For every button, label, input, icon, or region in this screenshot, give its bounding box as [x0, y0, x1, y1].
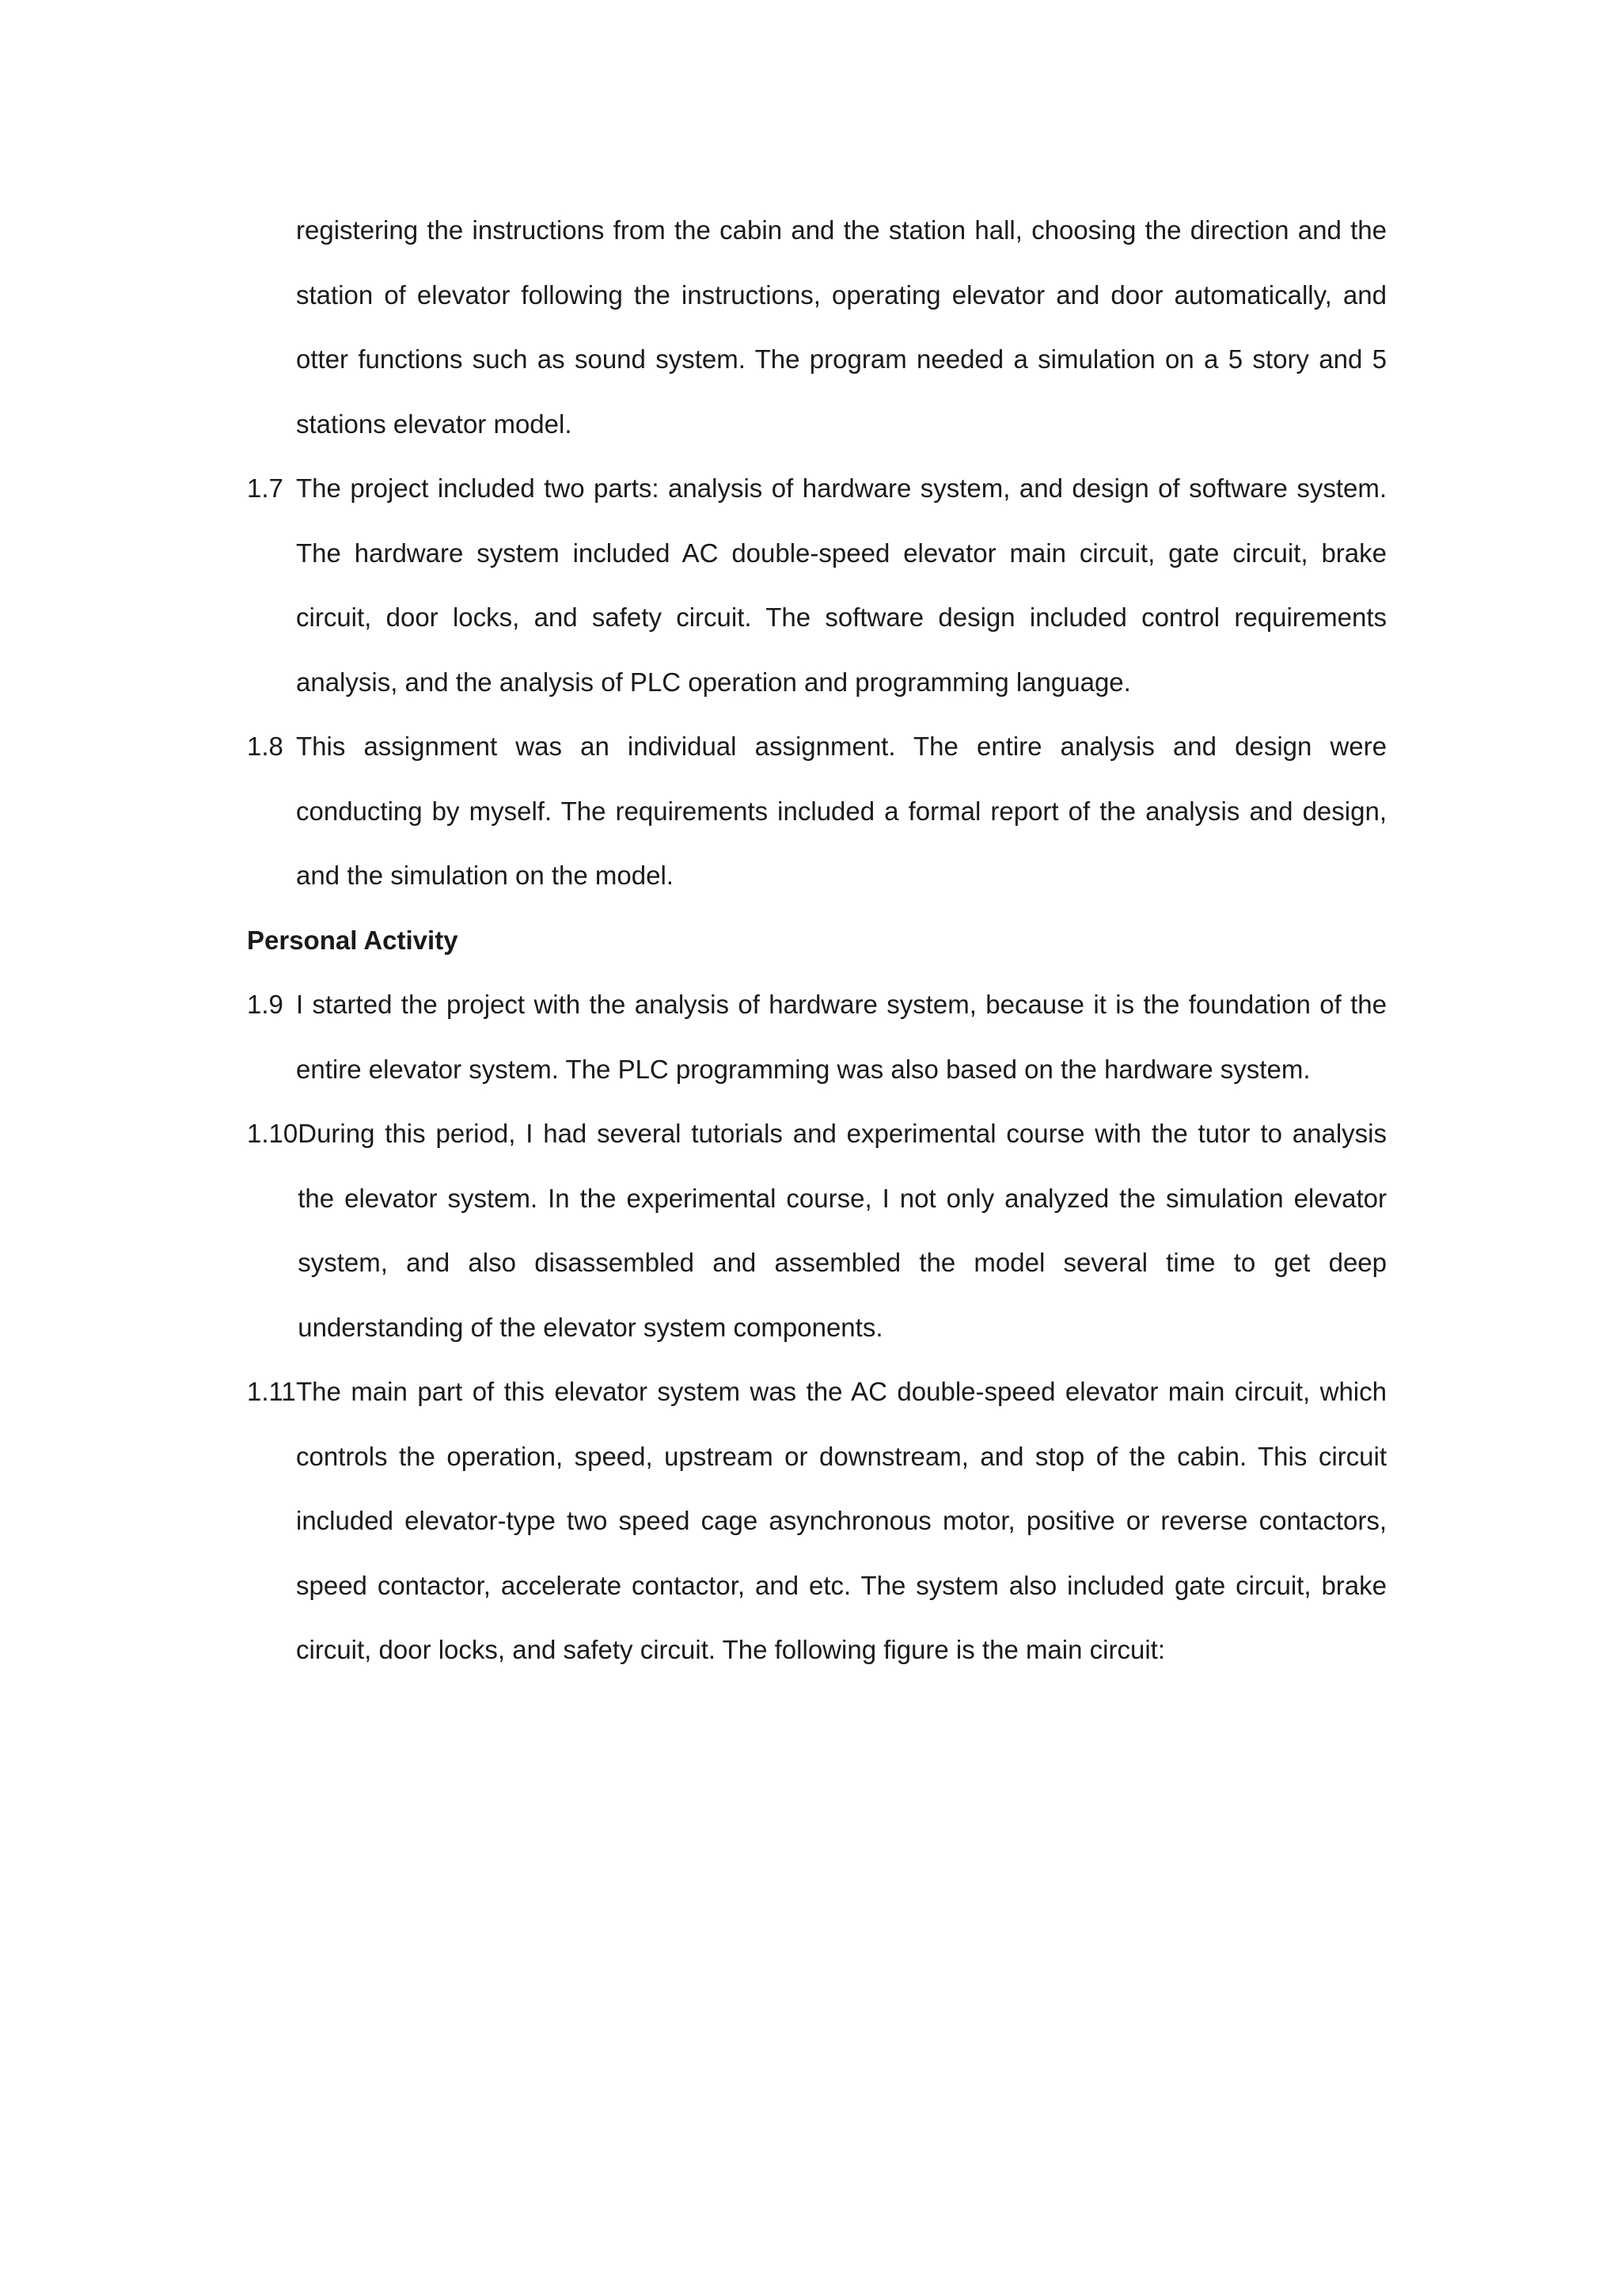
intro-continuation-paragraph: registering the instructions from the cabin and the station hall, choosing the direction and the station of elevator following the instructions, operating elevator and door automatically, and otter functions such as sound system. The program needed a simulation on a 5 story and 5 stations elevator model.: [296, 215, 1387, 439]
document-body: [247, 198, 1387, 1682]
list-item-number: 1.8: [247, 732, 283, 761]
list-item-text: This assignment was an individual assignment. The entire analysis and design were conducting by myself. The requirements included a formal report of the analysis and design, and the simulation on the model.: [296, 732, 1387, 890]
list-item-number: 1.10: [247, 1119, 298, 1148]
list-item-number: 1.7: [247, 473, 283, 503]
list-item-text: The project included two parts: analysis of hardware system, and design of software system. The hardware system included AC double-speed elevator main circuit, gate circuit, brake circuit, door locks, and safety circuit. The software design included control requirements analysis, and the analysis of PLC operation and programming language.: [296, 473, 1387, 697]
list-item-1-11: [247, 1359, 1387, 1682]
list-item-number: 1.9: [247, 990, 283, 1019]
list-item-1-8: [247, 714, 1387, 908]
list-item-text: During this period, I had several tutorials and experimental course with the tutor to analysis the elevator system. In the experimental course, I not only analyzed the simulation elevator system, and also disassembled and assembled the model several time to get deep understanding of the elevator system components.: [298, 1119, 1387, 1342]
section-heading: Personal Activity: [247, 925, 458, 955]
list-item-1-7: [247, 456, 1387, 714]
list-item-1-9: [247, 972, 1387, 1101]
list-item-text: The main part of this elevator system was the AC double-speed elevator main circuit, which controls the operation, speed, upstream or downstream, and stop of the cabin. This circuit included elevator-type two speed cage asynchronous motor, positive or reverse contactors, speed contactor, accelerate contactor, and etc. The system also included gate circuit, brake circuit, door locks, and safety circuit. The following figure is the main circuit:: [296, 1377, 1387, 1664]
list-item-1-10: [247, 1101, 1387, 1359]
list-item-number: 1.11: [247, 1377, 296, 1406]
list-item-text: I started the project with the analysis of hardware system, because it is the foundation of the entire elevator system. The PLC programming was also based on the hardware system.: [296, 990, 1387, 1084]
